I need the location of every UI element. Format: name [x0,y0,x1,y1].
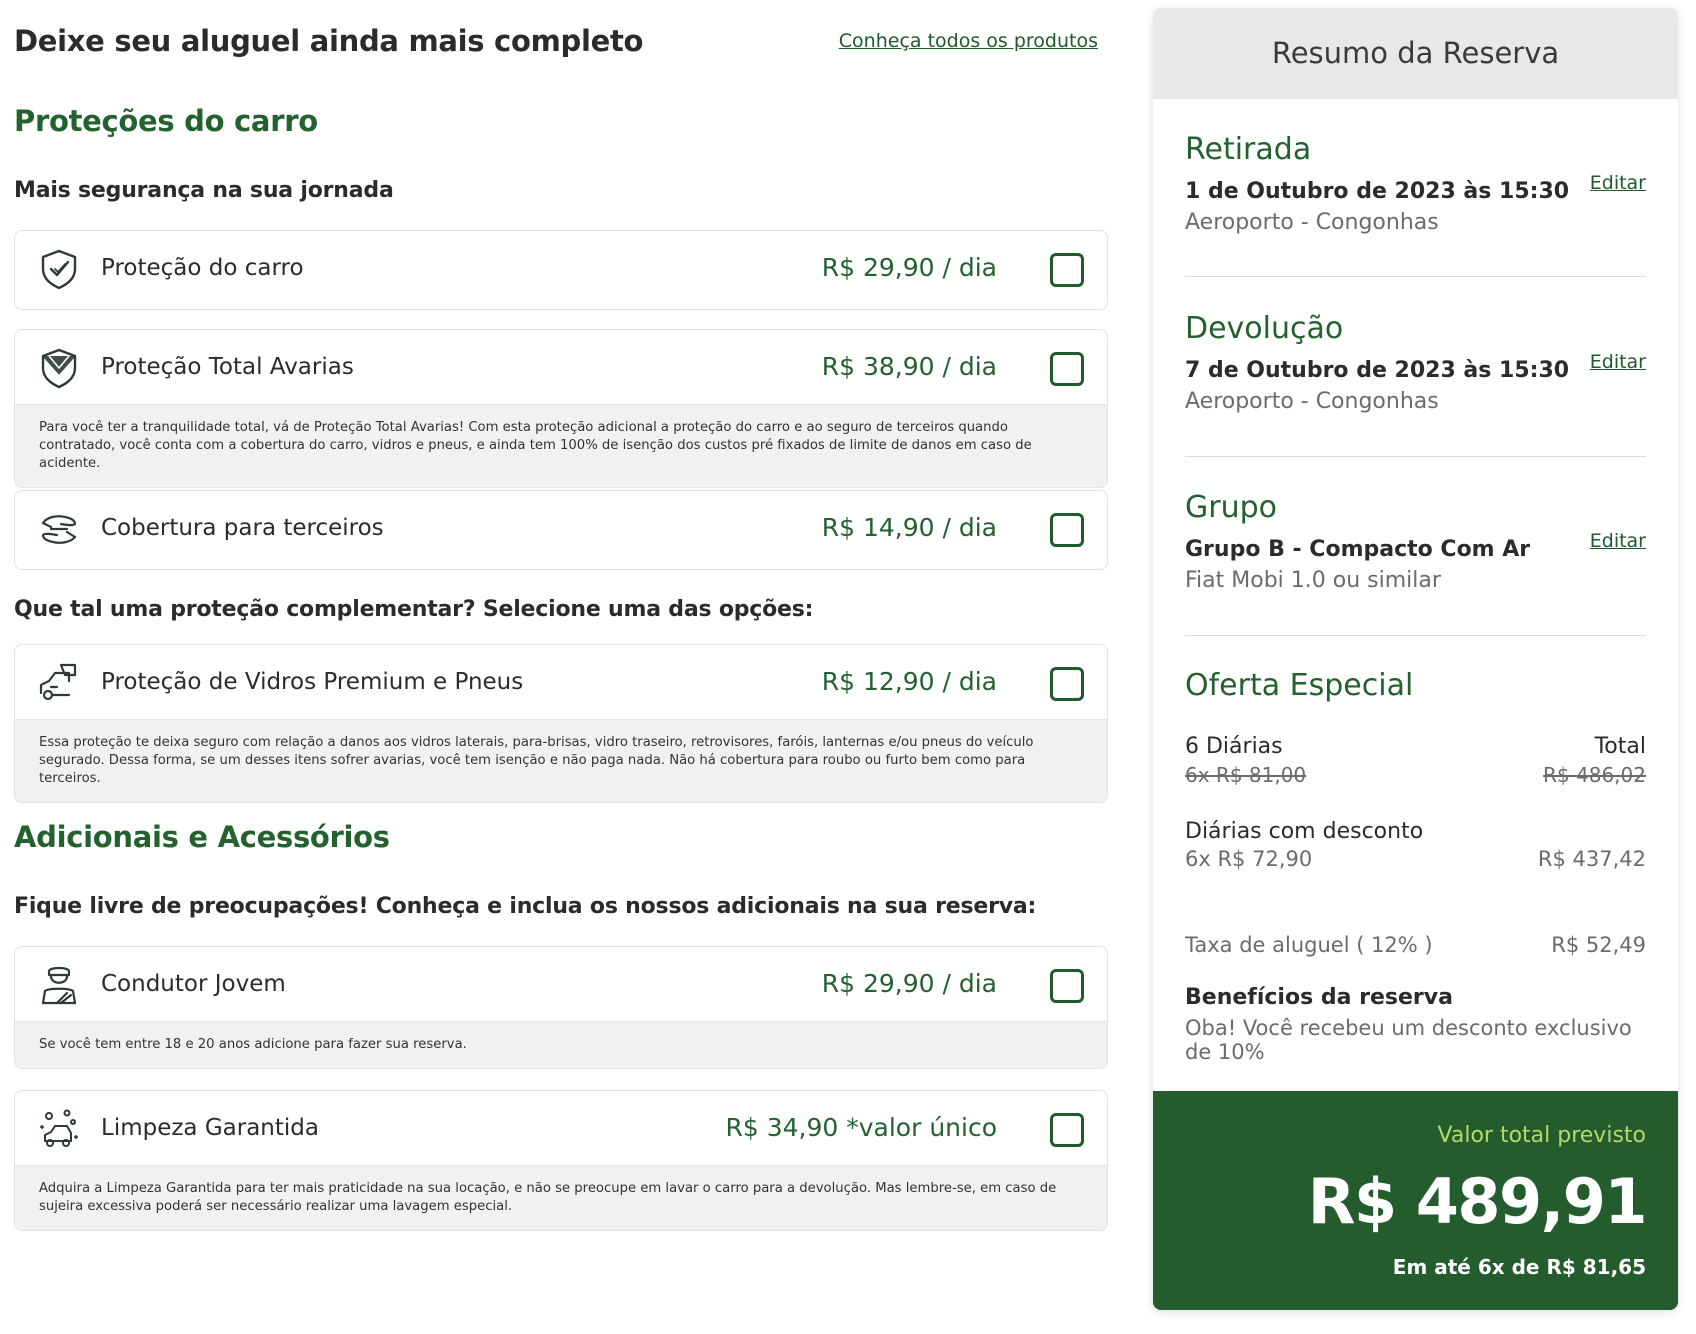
discount-daily: 6x R$ 72,90 [1185,847,1313,871]
edit-return-link[interactable]: Editar [1589,351,1646,373]
protection-glass-tires-checkbox[interactable] [1050,667,1084,701]
return-title: Devolução [1185,311,1344,346]
protection-card-total-damage [14,329,1108,488]
pickup-datetime: 1 de Outubro de 2023 às 15:30 [1185,179,1570,204]
addons-title: Adicionais e Acessórios [14,820,390,854]
protection-name: Proteção do carro [101,255,304,281]
addon-name: Condutor Jovem [101,971,286,997]
protection-total-damage-checkbox[interactable] [1050,352,1084,386]
discount-label-row [1185,819,1646,847]
addon-name: Limpeza Garantida [101,1115,319,1141]
edit-pickup-link[interactable]: Editar [1589,172,1646,194]
protection-card-third-party [14,490,1108,570]
offer-title-block [1185,668,1646,703]
fee-row [1185,933,1646,961]
protection-card-glass-tires [14,644,1108,803]
fee-value: R$ 52,49 [1551,933,1646,957]
group-title: Grupo [1185,490,1277,525]
protection-price: R$ 14,90 / dia [821,513,997,542]
protection-name: Proteção Total Avarias [101,354,354,380]
cleaning-icon [37,1107,81,1151]
installments-text: Em até 6x de R$ 81,65 [1392,1255,1646,1279]
complementary-question: Que tal uma proteção complementar? Selecione uma das opções: [14,597,814,622]
days-label: 6 Diárias [1185,734,1283,759]
shield-full-icon [37,346,81,390]
protection-name: Proteção de Vidros Premium e Pneus [101,669,524,695]
protection-card-car [14,230,1108,310]
page-header [14,22,1108,62]
offer-original-row [1185,763,1646,791]
protection-third-party-checkbox[interactable] [1050,513,1084,547]
protection-car-checkbox[interactable] [1050,253,1084,287]
addon-description: Adquira a Limpeza Garantida para ter mais praticidade na sua locação, e não se preocupe em lavar o carro para a devolução. Mas lembre-se, em caso de sujeira excessiva poderá ser necessário realizar uma lavagem especial. [15,1165,1107,1230]
discount-label: Diárias com desconto [1185,819,1424,844]
total-label: Total [1594,734,1646,759]
summary-header [1153,8,1678,99]
offer-title: Oferta Especial [1185,668,1414,703]
all-products-link[interactable]: Conheça todos os produtos [838,30,1098,52]
addons-subtitle: Fique livre de preocupações! Conheça e inclua os nossos adicionais na sua reserva: [14,894,1037,919]
addon-card-cleaning [14,1090,1108,1231]
protections-subtitle: Mais segurança na sua jornada [14,178,394,203]
return-location: Aeroporto - Congonhas [1185,389,1439,414]
discount-values-row [1185,847,1646,875]
young-driver-icon [37,963,81,1007]
benefits-title: Benefícios da reserva [1185,985,1453,1010]
protection-price: R$ 38,90 / dia [821,352,997,381]
addon-price: R$ 29,90 / dia [821,969,997,998]
edit-group-link[interactable]: Editar [1589,530,1646,552]
protection-description: Para você ter a tranquilidade total, vá de Proteção Total Avarias! Com esta proteção adicional a proteção do carro e ao seguro de terceiros quando contratado, você conta com a cobertura do carro, vidros e pneus, e ainda tem 100% de isenção dos custos pré fixados de limite de danos em caso de acidente. [15,404,1107,487]
page-title: Deixe seu aluguel ainda mais completo [14,24,644,58]
group-name: Grupo B - Compacto Com Ar [1185,537,1531,562]
benefits-text: Oba! Você recebeu um desconto exclusivo de 10% [1185,1016,1632,1064]
protection-price: R$ 12,90 / dia [821,667,997,696]
pickup-location: Aeroporto - Congonhas [1185,210,1439,235]
summary-title: Resumo da Reserva [1271,36,1560,70]
summary-group [1185,490,1646,593]
benefits-text-row [1185,1016,1646,1064]
total-panel [1153,1091,1678,1310]
hands-icon [37,507,81,551]
original-total: R$ 486,02 [1543,763,1646,787]
addon-young-driver-checkbox[interactable] [1050,969,1084,1003]
addon-price: R$ 34,90 *valor único [725,1113,997,1142]
divider [1185,635,1646,636]
discount-total: R$ 437,42 [1537,847,1646,871]
total-estimate-value: R$ 489,91 [1307,1165,1646,1238]
protection-name: Cobertura para terceiros [101,515,384,541]
reservation-summary [1153,8,1678,1310]
protection-price: R$ 29,90 / dia [821,253,997,282]
divider [1185,456,1646,457]
protections-title: Proteções do carro [14,104,318,138]
pickup-title: Retirada [1185,132,1312,167]
divider [1185,276,1646,277]
benefits-title-row [1185,985,1646,1013]
return-datetime: 7 de Outubro de 2023 às 15:30 [1185,358,1570,383]
addon-cleaning-checkbox[interactable] [1050,1113,1084,1147]
offer-days-row [1185,734,1646,762]
total-estimate-label: Valor total previsto [1437,1123,1646,1148]
fee-label: Taxa de aluguel ( 12% ) [1185,933,1433,957]
group-model: Fiat Mobi 1.0 ou similar [1185,568,1441,593]
original-daily: 6x R$ 81,00 [1185,763,1307,787]
car-glass-icon [37,661,81,705]
shield-check-icon [37,247,81,291]
addon-card-young-driver [14,946,1108,1069]
summary-return [1185,311,1646,414]
protection-description: Essa proteção te deixa seguro com relação a danos aos vidros laterais, para-brisas, vidro traseiro, retrovisores, faróis, lanternas e/ou pneus do veículo segurado. Dessa forma, se um desses itens sofrer avarias, você tem isenção e não paga nada. Não há cobertura para roubo ou furto bem como para terceiros. [15,719,1107,802]
summary-pickup [1185,132,1646,235]
addon-description: Se você tem entre 18 e 20 anos adicione para fazer sua reserva. [15,1021,1107,1068]
